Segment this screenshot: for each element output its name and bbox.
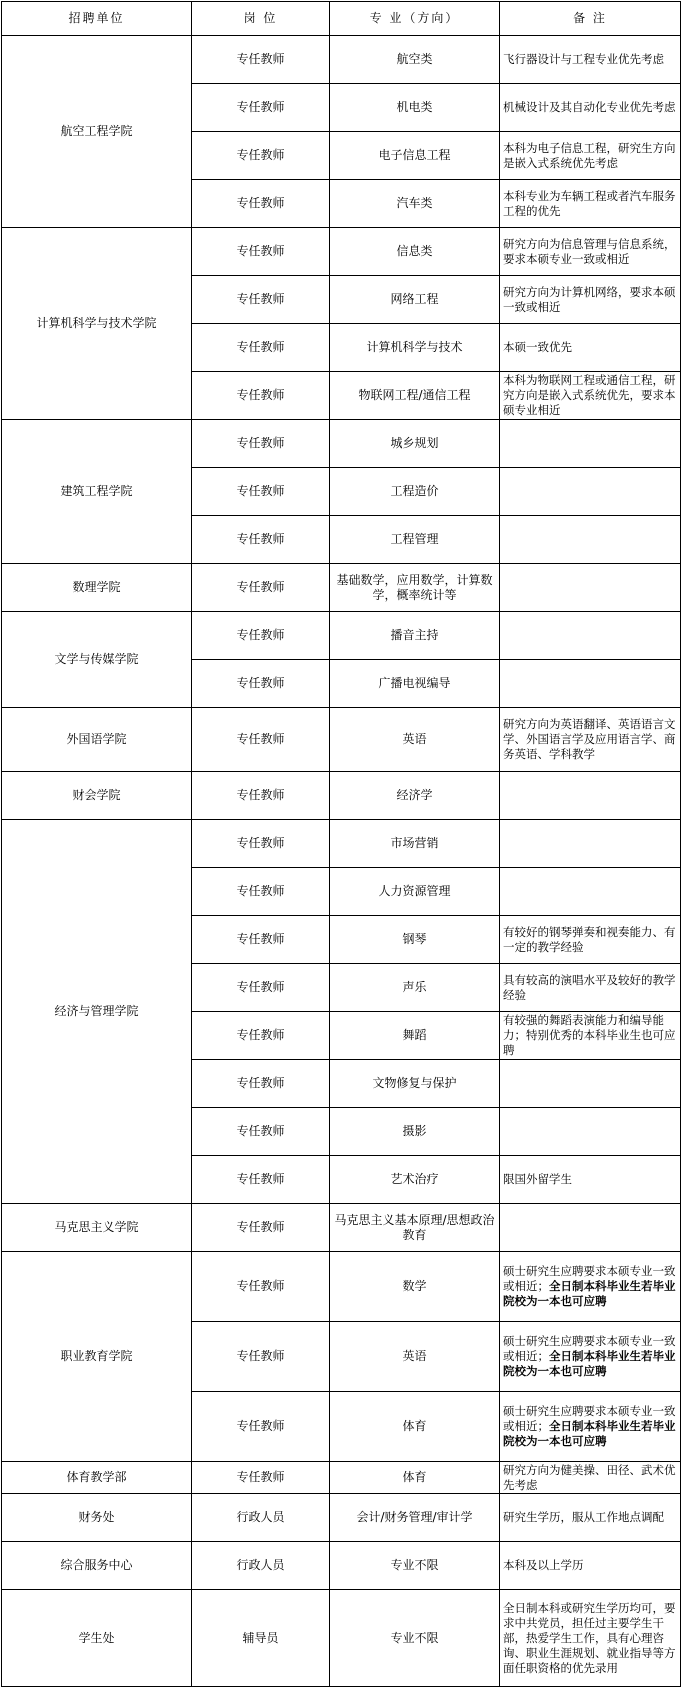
major-cell: 网络工程 bbox=[330, 276, 500, 324]
position-cell: 专任教师 bbox=[192, 1012, 330, 1060]
position-cell: 专任教师 bbox=[192, 180, 330, 228]
major-cell: 舞蹈 bbox=[330, 1012, 500, 1060]
unit-cell: 财务处 bbox=[2, 1494, 192, 1542]
note-cell: 本硕一致优先 bbox=[500, 324, 681, 372]
position-cell: 辅导员 bbox=[192, 1590, 330, 1687]
note-cell bbox=[500, 420, 681, 468]
position-cell: 专任教师 bbox=[192, 1252, 330, 1322]
note-cell: 本科为物联网工程或通信工程，研究方向是嵌入式系统优先，要求本硕专业相近 bbox=[500, 372, 681, 420]
position-cell: 专任教师 bbox=[192, 132, 330, 180]
table-row bbox=[2, 820, 681, 868]
note-cell: 有较好的钢琴弹奏和视奏能力、有一定的教学经验 bbox=[500, 916, 681, 964]
table-row bbox=[2, 564, 681, 612]
note-cell bbox=[500, 1060, 681, 1108]
position-cell: 专任教师 bbox=[192, 1204, 330, 1252]
position-cell: 专任教师 bbox=[192, 1060, 330, 1108]
position-cell: 专任教师 bbox=[192, 468, 330, 516]
major-cell: 声乐 bbox=[330, 964, 500, 1012]
table-body bbox=[2, 36, 681, 1687]
position-cell: 专任教师 bbox=[192, 772, 330, 820]
note-bold-text: 全日制本科毕业生若毕业院校为一本也可应聘 bbox=[503, 1279, 676, 1308]
position-cell: 专任教师 bbox=[192, 964, 330, 1012]
major-cell: 艺术治疗 bbox=[330, 1156, 500, 1204]
note-cell: 飞行器设计与工程专业优先考虑 bbox=[500, 36, 681, 84]
major-cell: 经济学 bbox=[330, 772, 500, 820]
note-cell bbox=[500, 772, 681, 820]
note-cell: 研究方向为计算机网络，要求本硕一致或相近 bbox=[500, 276, 681, 324]
note-cell: 本科专业为车辆工程或者汽车服务工程的优先 bbox=[500, 180, 681, 228]
note-cell: 本科为电子信息工程，研究生方向是嵌入式系统优先考虑 bbox=[500, 132, 681, 180]
position-cell: 专任教师 bbox=[192, 372, 330, 420]
table-row bbox=[2, 420, 681, 468]
table-row bbox=[2, 1462, 681, 1494]
note-cell bbox=[500, 1252, 681, 1322]
note-cell bbox=[500, 868, 681, 916]
major-cell: 英语 bbox=[330, 1322, 500, 1392]
table-row bbox=[2, 1252, 681, 1322]
major-cell: 电子信息工程 bbox=[330, 132, 500, 180]
position-cell: 专任教师 bbox=[192, 1392, 330, 1462]
major-cell: 基础数学，应用数学，计算数学，概率统计等 bbox=[330, 564, 500, 612]
position-cell: 专任教师 bbox=[192, 420, 330, 468]
note-cell bbox=[500, 1322, 681, 1392]
note-cell: 研究方向为信息管理与信息系统，要求本硕专业一致或相近 bbox=[500, 228, 681, 276]
major-cell: 计算机科学与技术 bbox=[330, 324, 500, 372]
position-cell: 专任教师 bbox=[192, 868, 330, 916]
major-cell: 专业不限 bbox=[330, 1542, 500, 1590]
note-text: 硕士研究生应聘要求本硕专业一致或相近； bbox=[503, 1264, 676, 1293]
note-cell: 研究生学历，服从工作地点调配 bbox=[500, 1494, 681, 1542]
note-cell: 全日制本科或研究生学历均可，要求中共党员，担任过主要学生干部，热爱学生工作，具有心理咨询、职业生涯规划、就业指导等方面任职资格的优先录用 bbox=[500, 1590, 681, 1687]
unit-cell: 职业教育学院 bbox=[2, 1252, 192, 1462]
table-row bbox=[2, 1590, 681, 1687]
table-row bbox=[2, 772, 681, 820]
major-cell: 会计/财务管理/审计学 bbox=[330, 1494, 500, 1542]
position-cell: 专任教师 bbox=[192, 564, 330, 612]
header-position: 岗 位 bbox=[192, 2, 330, 36]
note-cell bbox=[500, 516, 681, 564]
major-cell: 英语 bbox=[330, 708, 500, 772]
position-cell: 专任教师 bbox=[192, 516, 330, 564]
recruitment-table bbox=[1, 1, 681, 1687]
note-cell bbox=[500, 564, 681, 612]
position-cell: 专任教师 bbox=[192, 1462, 330, 1494]
major-cell: 工程管理 bbox=[330, 516, 500, 564]
major-cell: 数学 bbox=[330, 1252, 500, 1322]
major-cell: 物联网工程/通信工程 bbox=[330, 372, 500, 420]
major-cell: 摄影 bbox=[330, 1108, 500, 1156]
unit-cell: 计算机科学与技术学院 bbox=[2, 228, 192, 420]
note-text: 硕士研究生应聘要求本硕专业一致或相近； bbox=[503, 1404, 676, 1433]
note-cell: 本科及以上学历 bbox=[500, 1542, 681, 1590]
unit-cell: 马克思主义学院 bbox=[2, 1204, 192, 1252]
note-cell bbox=[500, 1392, 681, 1462]
note-text: 硕士研究生应聘要求本硕专业一致或相近； bbox=[503, 1334, 676, 1363]
position-cell: 行政人员 bbox=[192, 1494, 330, 1542]
note-cell: 研究方向为英语翻译、英语语言文学、外国语言学及应用语言学、商务英语、学科教学 bbox=[500, 708, 681, 772]
note-cell: 机械设计及其自动化专业优先考虑 bbox=[500, 84, 681, 132]
major-cell: 信息类 bbox=[330, 228, 500, 276]
note-bold-text: 全日制本科毕业生若毕业院校为一本也可应聘 bbox=[503, 1419, 676, 1448]
note-cell bbox=[500, 1204, 681, 1252]
position-cell: 专任教师 bbox=[192, 36, 330, 84]
unit-cell: 综合服务中心 bbox=[2, 1542, 192, 1590]
note-cell: 有较强的舞蹈表演能力和编导能力；特别优秀的本科毕业生也可应聘 bbox=[500, 1012, 681, 1060]
unit-cell: 建筑工程学院 bbox=[2, 420, 192, 564]
unit-cell: 航空工程学院 bbox=[2, 36, 192, 228]
note-cell bbox=[500, 468, 681, 516]
position-cell: 专任教师 bbox=[192, 820, 330, 868]
position-cell: 专任教师 bbox=[192, 1108, 330, 1156]
major-cell: 马克思主义基本原理/思想政治教育 bbox=[330, 1204, 500, 1252]
position-cell: 专任教师 bbox=[192, 708, 330, 772]
major-cell: 机电类 bbox=[330, 84, 500, 132]
unit-cell: 外国语学院 bbox=[2, 708, 192, 772]
unit-cell: 学生处 bbox=[2, 1590, 192, 1687]
unit-cell: 数理学院 bbox=[2, 564, 192, 612]
major-cell: 人力资源管理 bbox=[330, 868, 500, 916]
table-row bbox=[2, 1542, 681, 1590]
position-cell: 专任教师 bbox=[192, 916, 330, 964]
major-cell: 广播电视编导 bbox=[330, 660, 500, 708]
major-cell: 汽车类 bbox=[330, 180, 500, 228]
header-row bbox=[2, 2, 681, 36]
table-row bbox=[2, 708, 681, 772]
major-cell: 专业不限 bbox=[330, 1590, 500, 1687]
position-cell: 专任教师 bbox=[192, 324, 330, 372]
position-cell: 专任教师 bbox=[192, 228, 330, 276]
major-cell: 播音主持 bbox=[330, 612, 500, 660]
table-row bbox=[2, 36, 681, 84]
note-cell: 研究方向为健美操、田径、武术优先考虑 bbox=[500, 1462, 681, 1494]
header-major: 专 业（方向） bbox=[330, 2, 500, 36]
major-cell: 体育 bbox=[330, 1392, 500, 1462]
table-row bbox=[2, 1204, 681, 1252]
note-cell: 限国外留学生 bbox=[500, 1156, 681, 1204]
major-cell: 钢琴 bbox=[330, 916, 500, 964]
note-cell bbox=[500, 660, 681, 708]
position-cell: 专任教师 bbox=[192, 1322, 330, 1392]
position-cell: 专任教师 bbox=[192, 612, 330, 660]
unit-cell: 经济与管理学院 bbox=[2, 820, 192, 1204]
table-row bbox=[2, 228, 681, 276]
position-cell: 专任教师 bbox=[192, 84, 330, 132]
note-cell: 具有较高的演唱水平及较好的教学经验 bbox=[500, 964, 681, 1012]
unit-cell: 文学与传媒学院 bbox=[2, 612, 192, 708]
table-row bbox=[2, 612, 681, 660]
major-cell: 体育 bbox=[330, 1462, 500, 1494]
major-cell: 市场营销 bbox=[330, 820, 500, 868]
table-row bbox=[2, 1494, 681, 1542]
unit-cell: 体育教学部 bbox=[2, 1462, 192, 1494]
header-note: 备 注 bbox=[500, 2, 681, 36]
major-cell: 航空类 bbox=[330, 36, 500, 84]
position-cell: 专任教师 bbox=[192, 1156, 330, 1204]
note-bold-text: 全日制本科毕业生若毕业院校为一本也可应聘 bbox=[503, 1349, 676, 1378]
position-cell: 专任教师 bbox=[192, 660, 330, 708]
major-cell: 城乡规划 bbox=[330, 420, 500, 468]
major-cell: 工程造价 bbox=[330, 468, 500, 516]
unit-cell: 财会学院 bbox=[2, 772, 192, 820]
position-cell: 专任教师 bbox=[192, 276, 330, 324]
note-cell bbox=[500, 820, 681, 868]
major-cell: 文物修复与保护 bbox=[330, 1060, 500, 1108]
note-cell bbox=[500, 612, 681, 660]
header-unit: 招聘单位 bbox=[2, 2, 192, 36]
position-cell: 行政人员 bbox=[192, 1542, 330, 1590]
note-cell bbox=[500, 1108, 681, 1156]
